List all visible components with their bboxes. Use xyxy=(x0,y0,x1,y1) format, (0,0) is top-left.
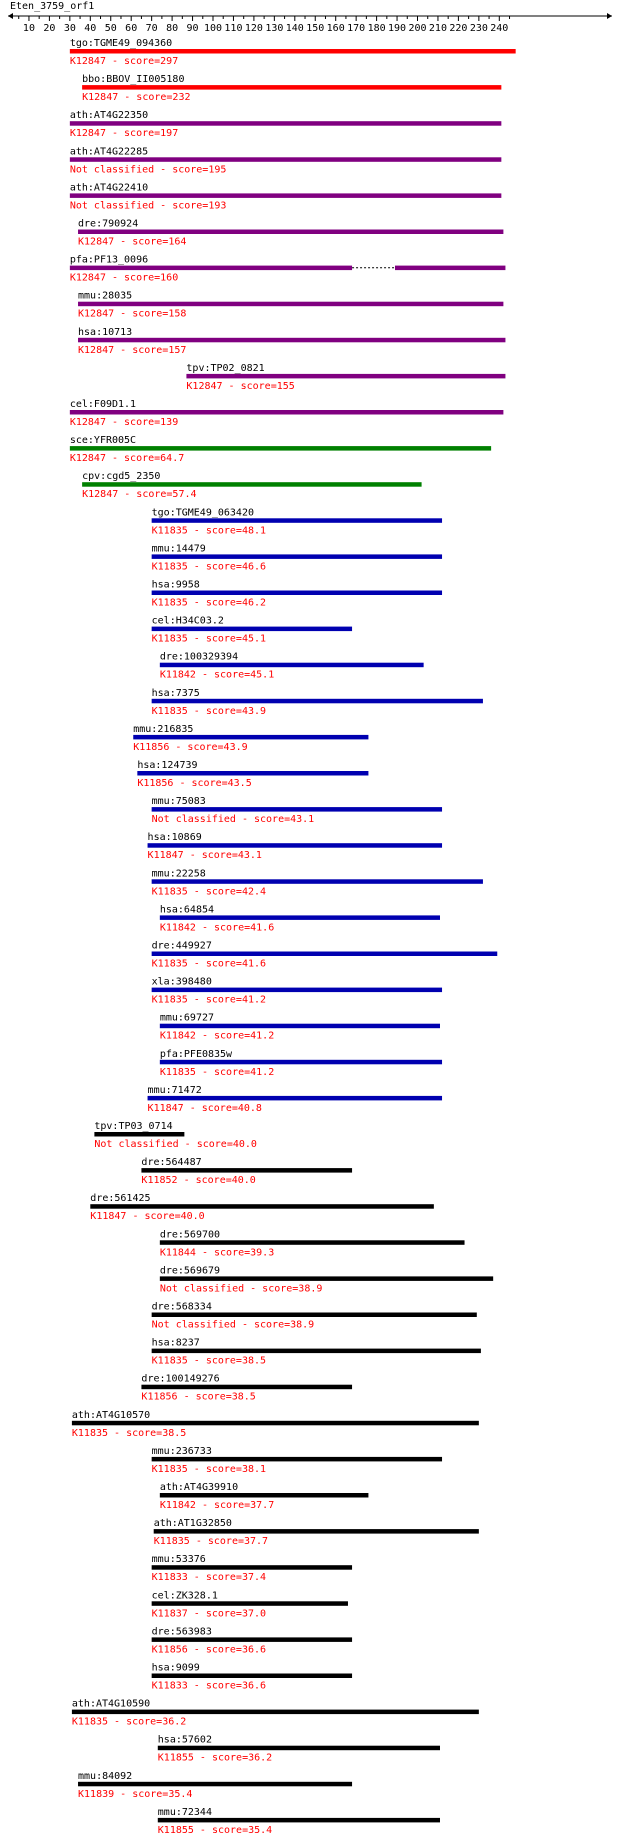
ruler-tick-label: 40 xyxy=(84,23,97,34)
alignment-bar xyxy=(148,843,442,848)
hit-gene-name[interactable]: pfa:PF13_0096 xyxy=(69,254,149,266)
hit-gene-name[interactable]: xla:398480 xyxy=(151,976,212,988)
alignment-bar xyxy=(70,49,516,54)
hit-row[interactable] xyxy=(152,796,442,825)
hit-gene-name[interactable]: bbo:BBOV_II005180 xyxy=(82,74,185,86)
alignment-bar xyxy=(70,446,491,451)
ruler-tick-label: 180 xyxy=(367,23,386,34)
alignment-bar xyxy=(152,1349,481,1354)
alignment-bar xyxy=(78,338,505,343)
hit-row[interactable] xyxy=(78,291,503,320)
alignment-bar xyxy=(160,915,440,920)
hit-row[interactable] xyxy=(82,74,501,103)
hit-ko-score: K12847 - score=232 xyxy=(82,92,191,104)
hit-ko-score: K11839 - score=35.4 xyxy=(78,1788,193,1800)
hit-gene-name[interactable]: ath:AT4G10590 xyxy=(71,1698,151,1710)
hit-ko-score: K12847 - score=297 xyxy=(69,56,179,67)
alignment-bar xyxy=(94,1132,184,1137)
hit-ko-score: K11835 - score=43.9 xyxy=(151,705,267,717)
hit-gene-name[interactable]: sce:YFR005C xyxy=(69,435,137,447)
alignment-bar xyxy=(152,627,352,632)
alignment-bar xyxy=(160,1024,440,1028)
hit-ko-score: K11833 - score=37.4 xyxy=(151,1572,267,1584)
hit-row[interactable] xyxy=(141,1157,352,1186)
hit-gene-name[interactable]: mmu:72344 xyxy=(157,1806,212,1818)
hit-gene-name[interactable]: hsa:57602 xyxy=(157,1734,212,1746)
hit-row[interactable] xyxy=(78,1771,352,1800)
alignment-bar xyxy=(70,157,501,162)
alignment-bar xyxy=(70,410,504,415)
hit-gene-name[interactable]: dre:100329394 xyxy=(159,651,239,663)
hit-ko-score: K11842 - score=41.2 xyxy=(159,1030,275,1042)
hit-ko-score: Not classified - score=38.9 xyxy=(151,1319,315,1331)
ruler-tick-label: 230 xyxy=(469,23,488,34)
hit-gene-name[interactable]: dre:561425 xyxy=(90,1193,151,1205)
hit-row[interactable] xyxy=(152,941,498,970)
hit-gene-name[interactable]: tgo:TGME49_063420 xyxy=(151,507,255,519)
hit-ko-score: K11856 - score=38.5 xyxy=(141,1391,256,1403)
hit-ko-score: K12847 - score=197 xyxy=(69,128,179,140)
hit-row[interactable] xyxy=(152,1554,352,1583)
ruler-tick-label: 170 xyxy=(347,23,366,34)
alignment-bar xyxy=(78,1782,352,1787)
alignment-bar xyxy=(160,1493,369,1498)
hit-gene-name[interactable]: mmu:216835 xyxy=(133,723,194,735)
hit-ko-score: K11847 - score=43.1 xyxy=(147,850,262,862)
alignment-bar xyxy=(152,1601,348,1606)
hit-row[interactable] xyxy=(160,1049,442,1078)
hit-ko-score: K11852 - score=40.0 xyxy=(141,1175,256,1187)
hit-gene-name[interactable]: dre:568334 xyxy=(151,1301,212,1313)
alignment-bar xyxy=(90,1204,434,1209)
ruler-tick-label: 100 xyxy=(203,23,223,34)
ruler-tick-label: 140 xyxy=(285,23,304,34)
hit-ko-score: Not classified - score=193 xyxy=(69,200,227,212)
hit-gene-name[interactable]: hsa:9958 xyxy=(151,579,200,591)
query-title: Eten_3759_orf1 xyxy=(10,1,95,12)
hit-gene-name[interactable]: pfa:PFE0835w xyxy=(159,1048,233,1060)
hit-gene-name[interactable]: dre:569700 xyxy=(159,1229,221,1241)
hit-ko-score: K11833 - score=36.6 xyxy=(151,1680,267,1692)
hit-ko-score: K11835 - score=37.7 xyxy=(153,1536,269,1548)
ruler-tick-label: 110 xyxy=(224,23,243,34)
hit-gene-name[interactable]: mmu:69727 xyxy=(159,1012,215,1024)
hit-row[interactable] xyxy=(141,1374,352,1403)
hit-ko-score: K11837 - score=37.0 xyxy=(151,1608,267,1620)
hit-ko-score: K11835 - score=48.1 xyxy=(151,525,267,537)
hit-gene-name[interactable]: hsa:9099 xyxy=(151,1662,200,1674)
hit-ko-score: Not classified - score=38.9 xyxy=(159,1283,323,1295)
hit-ko-score: Not classified - score=195 xyxy=(69,164,227,176)
alignment-bar xyxy=(395,266,505,271)
hit-row[interactable] xyxy=(158,1735,440,1764)
hit-row[interactable] xyxy=(152,616,352,645)
hit-row[interactable] xyxy=(160,1013,440,1042)
hit-row[interactable] xyxy=(94,1121,257,1150)
hit-gene-name[interactable]: hsa:7375 xyxy=(151,687,200,699)
alignment-bar xyxy=(152,1637,352,1642)
hit-ko-score: K11835 - score=46.6 xyxy=(151,561,267,573)
alignment-bar xyxy=(160,1240,465,1245)
alignment-bar xyxy=(133,735,368,740)
hit-ko-score: K11835 - score=45.1 xyxy=(151,633,267,645)
hit-gene-name[interactable]: ath:AT1G32850 xyxy=(153,1518,232,1530)
hit-row[interactable] xyxy=(152,1590,348,1619)
hit-row[interactable] xyxy=(78,219,503,248)
alignment-bar xyxy=(141,1385,352,1390)
alignment-bar xyxy=(78,302,503,307)
alignment-bar xyxy=(152,1457,442,1462)
hit-ko-score: K11844 - score=39.3 xyxy=(159,1247,275,1259)
hit-gene-name[interactable]: dre:790924 xyxy=(78,218,139,230)
hit-ko-score: K11835 - score=36.2 xyxy=(71,1716,187,1728)
hit-row[interactable] xyxy=(152,1446,442,1475)
alignment-bar xyxy=(70,266,352,271)
hit-row[interactable] xyxy=(78,327,505,356)
ruler-tick-label: 130 xyxy=(265,23,284,34)
hit-ko-score: K11856 - score=43.9 xyxy=(133,741,248,753)
hit-row[interactable] xyxy=(186,363,505,392)
ruler-tick-label: 30 xyxy=(63,23,76,34)
hit-gene-name[interactable]: ath:AT4G22350 xyxy=(69,110,149,122)
hit-list xyxy=(70,38,516,1836)
hit-row[interactable] xyxy=(70,110,501,139)
hit-row[interactable] xyxy=(152,977,442,1006)
ruler-tick-label: 160 xyxy=(326,23,345,34)
hit-gene-name[interactable]: dre:449927 xyxy=(151,940,212,952)
hit-gene-name[interactable]: mmu:28035 xyxy=(78,290,133,302)
hit-ko-score: K12847 - score=57.4 xyxy=(82,489,197,501)
alignment-bar xyxy=(158,1818,440,1823)
hit-ko-score: K11855 - score=35.4 xyxy=(157,1824,273,1836)
alignment-bar xyxy=(82,482,421,487)
hit-row[interactable] xyxy=(90,1193,434,1222)
alignment-bar xyxy=(72,1421,479,1426)
hit-gene-name[interactable]: cpv:cgd5_2350 xyxy=(82,471,161,483)
ruler-right-arrow xyxy=(607,13,612,19)
alignment-bar xyxy=(72,1710,479,1715)
hit-ko-score: K11855 - score=36.2 xyxy=(157,1752,273,1764)
alignment-bar xyxy=(152,699,483,704)
hit-row[interactable] xyxy=(148,832,442,861)
hit-ko-score: K11835 - score=41.2 xyxy=(151,994,267,1006)
alignment-bar xyxy=(152,591,442,596)
hit-row[interactable] xyxy=(152,688,483,717)
hit-row[interactable] xyxy=(70,38,516,67)
alignment-bar xyxy=(152,952,498,957)
hit-ko-score: K12847 - score=157 xyxy=(78,344,187,356)
ruler-tick-label: 210 xyxy=(428,23,447,34)
alignment-bar xyxy=(160,663,424,668)
alignment-bar xyxy=(152,518,442,523)
alignment-bar xyxy=(152,1313,477,1318)
alignment-bar xyxy=(82,85,501,90)
hit-row[interactable] xyxy=(148,1085,442,1114)
hit-gene-name[interactable]: hsa:10869 xyxy=(147,832,202,844)
alignment-bar xyxy=(152,554,442,559)
hit-gene-name[interactable]: dre:100149276 xyxy=(141,1373,220,1385)
hit-ko-score: Not classified - score=43.1 xyxy=(151,814,315,826)
alignment-bar xyxy=(70,193,501,198)
alignment-bar xyxy=(152,807,442,812)
hit-gene-name[interactable]: mmu:71472 xyxy=(147,1084,202,1096)
hit-gene-name[interactable]: dre:564487 xyxy=(141,1157,202,1169)
hit-ko-score: K12847 - score=155 xyxy=(186,380,295,392)
alignment-bar xyxy=(78,230,503,235)
hit-row[interactable] xyxy=(72,1410,479,1439)
hit-row[interactable] xyxy=(152,543,442,572)
hit-ko-score: K11842 - score=37.7 xyxy=(159,1500,275,1511)
ruler-tick-label: 190 xyxy=(388,23,407,34)
hit-gene-name[interactable]: cel:F09D1.1 xyxy=(69,399,137,410)
ruler-tick-label: 90 xyxy=(186,23,199,34)
hit-gene-name[interactable]: hsa:8237 xyxy=(151,1337,200,1349)
hit-gene-name[interactable]: ath:AT4G22410 xyxy=(69,182,149,194)
hit-row[interactable] xyxy=(70,255,506,284)
hit-gene-name[interactable]: ath:AT4G10570 xyxy=(71,1409,151,1421)
hit-gene-name[interactable]: tpv:TP02_0821 xyxy=(186,362,265,374)
hit-gene-name[interactable]: tgo:TGME49_094360 xyxy=(69,38,173,49)
hit-gene-name[interactable]: hsa:64854 xyxy=(159,904,215,916)
ruler-tick-label: 20 xyxy=(43,23,56,34)
hit-ko-score: K11835 - score=46.2 xyxy=(151,597,267,609)
hit-row[interactable] xyxy=(152,1338,481,1367)
hit-gene-name[interactable]: mmu:75083 xyxy=(151,796,206,808)
hit-gene-name[interactable]: mmu:236733 xyxy=(151,1445,212,1457)
hit-gene-name[interactable]: dre:569679 xyxy=(159,1265,221,1277)
hit-ko-score: K11847 - score=40.0 xyxy=(90,1211,205,1223)
ruler-tick-label: 240 xyxy=(490,23,509,34)
position-ruler xyxy=(8,13,612,34)
hit-row[interactable] xyxy=(152,1302,477,1331)
alignment-bar xyxy=(148,1096,442,1101)
ruler-tick-label: 150 xyxy=(306,23,325,34)
ruler-left-arrow xyxy=(8,13,13,19)
ruler-tick-label: 200 xyxy=(408,23,427,34)
alignment-bar xyxy=(141,1168,352,1173)
alignment-bar xyxy=(160,1276,493,1281)
ruler-tick-label: 120 xyxy=(244,23,263,34)
hit-gene-name[interactable]: mmu:14479 xyxy=(151,543,206,555)
hit-ko-score: K11856 - score=43.5 xyxy=(137,778,252,789)
alignment-bar xyxy=(160,1060,442,1065)
hit-ko-score: K11835 - score=42.4 xyxy=(151,886,267,898)
hit-row[interactable] xyxy=(70,146,501,175)
alignment-bar xyxy=(186,374,505,379)
alignment-bar xyxy=(152,879,483,884)
alignment-bar xyxy=(154,1529,479,1534)
alignment-bar xyxy=(152,1674,352,1679)
hit-gene-name[interactable]: mmu:84092 xyxy=(78,1770,133,1782)
hit-row[interactable] xyxy=(137,760,368,789)
hit-row[interactable] xyxy=(152,580,442,609)
hit-gene-name[interactable]: ath:AT4G22285 xyxy=(69,146,149,158)
hit-row[interactable] xyxy=(70,182,501,211)
hit-row[interactable] xyxy=(152,1626,352,1655)
hit-gene-name[interactable]: ath:AT4G39910 xyxy=(159,1482,239,1493)
hit-ko-score: K12847 - score=160 xyxy=(69,272,179,284)
hit-row[interactable] xyxy=(152,1663,352,1692)
hit-row[interactable] xyxy=(152,868,483,897)
hit-row[interactable] xyxy=(160,1229,465,1258)
hit-gene-name[interactable]: mmu:22258 xyxy=(151,868,206,880)
hit-gene-name[interactable]: mmu:53376 xyxy=(151,1554,206,1566)
hit-gene-name[interactable]: dre:563983 xyxy=(151,1626,212,1638)
hit-row[interactable] xyxy=(133,724,368,753)
hit-row[interactable] xyxy=(152,507,442,536)
hit-ko-score: K12847 - score=158 xyxy=(78,308,187,320)
hit-row[interactable] xyxy=(158,1807,440,1836)
hit-ko-score: K12847 - score=64.7 xyxy=(69,453,185,465)
hit-gene-name[interactable]: hsa:10713 xyxy=(78,326,133,338)
hit-ko-score: K11847 - score=40.8 xyxy=(147,1102,262,1114)
hit-ko-score: K11835 - score=38.1 xyxy=(151,1463,267,1475)
alignment-bar xyxy=(137,771,368,776)
ruler-tick-label: 60 xyxy=(125,23,138,34)
hit-ko-score: K11835 - score=38.5 xyxy=(151,1355,267,1367)
ruler-tick-label: 50 xyxy=(104,23,117,34)
hit-ko-score: K11835 - score=38.5 xyxy=(71,1427,187,1439)
hit-row[interactable] xyxy=(160,652,424,681)
hit-ko-score: K11856 - score=36.6 xyxy=(151,1644,267,1656)
alignment-bar xyxy=(158,1746,440,1751)
ruler-tick-label: 220 xyxy=(449,23,468,34)
hit-ko-score: K11835 - score=41.6 xyxy=(151,958,267,970)
alignment-bar xyxy=(152,988,442,993)
ruler-tick-label: 10 xyxy=(22,23,35,34)
hit-row[interactable] xyxy=(154,1518,479,1547)
hit-gene-name[interactable]: cel:H34C03.2 xyxy=(151,615,224,627)
hit-gene-name[interactable]: tpv:TP03_0714 xyxy=(94,1121,173,1132)
hit-ko-score: Not classified - score=40.0 xyxy=(94,1139,257,1150)
alignment-bar xyxy=(70,121,501,126)
ruler-tick-label: 70 xyxy=(145,23,158,34)
hit-row[interactable] xyxy=(160,904,440,933)
hit-gene-name[interactable]: hsa:124739 xyxy=(137,760,198,771)
hit-row[interactable] xyxy=(70,399,504,428)
hit-row[interactable] xyxy=(70,435,491,464)
hit-ko-score: K11835 - score=41.2 xyxy=(159,1066,275,1078)
hit-ko-score: K12847 - score=164 xyxy=(78,236,187,248)
ruler-tick-label: 80 xyxy=(166,23,179,34)
alignment-bar xyxy=(152,1565,352,1570)
hit-ko-score: K11842 - score=41.6 xyxy=(159,922,275,934)
hit-ko-score: K11842 - score=45.1 xyxy=(159,669,275,681)
hit-row[interactable] xyxy=(72,1699,479,1728)
hit-row[interactable] xyxy=(82,471,421,500)
hit-row[interactable] xyxy=(160,1265,493,1294)
hit-gene-name[interactable]: cel:ZK328.1 xyxy=(151,1590,218,1602)
hit-row[interactable] xyxy=(160,1482,369,1511)
hit-ko-score: K12847 - score=139 xyxy=(69,417,179,428)
